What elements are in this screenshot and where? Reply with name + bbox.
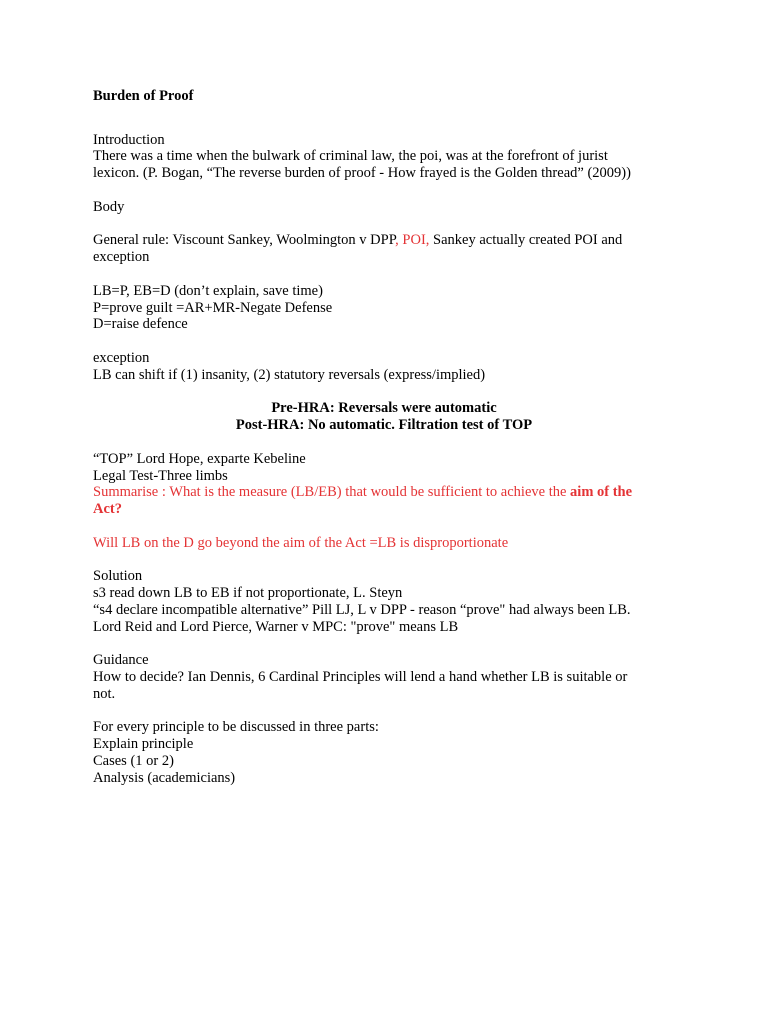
blank-line xyxy=(93,333,675,350)
text-line xyxy=(93,753,675,770)
text-run: Cases (1 or 2) xyxy=(93,753,174,770)
document-content xyxy=(93,88,675,787)
text-line xyxy=(93,602,675,619)
text-run: “s4 declare incompatible alternative” Pill LJ, L v DPP - reason “prove" had always been LB. xyxy=(93,601,631,618)
blank-line xyxy=(93,636,675,653)
text-line xyxy=(93,249,675,266)
text-run: lexicon. (P. Bogan, “The reverse burden of proof - How frayed is the Golden thread” (2009)) xyxy=(93,165,631,182)
document-title xyxy=(93,88,675,105)
text-line xyxy=(93,736,675,753)
blank-line xyxy=(93,182,675,199)
text-run: “TOP” Lord Hope, exparte Kebeline xyxy=(93,450,306,467)
text-line xyxy=(93,669,675,686)
text-run: Burden of Proof xyxy=(93,88,194,104)
text-run: Body xyxy=(93,198,125,215)
text-run: Guidance xyxy=(93,652,149,669)
text-run: Pre-HRA: Reversals were automatic xyxy=(271,400,497,417)
text-run: s3 read down LB to EB if not proportionate, L. Steyn xyxy=(93,585,403,602)
text-line xyxy=(93,417,675,434)
text-run: Sankey actually created POI and xyxy=(429,232,623,249)
text-line xyxy=(93,451,675,468)
text-line xyxy=(93,468,675,485)
blank-line xyxy=(93,266,675,283)
text-line xyxy=(93,686,675,703)
blank-line xyxy=(93,216,675,233)
text-run: exception xyxy=(93,349,150,366)
text-run: Act? xyxy=(93,501,122,518)
text-line xyxy=(93,770,675,787)
text-run: Post-HRA: No automatic. Filtration test of TOP xyxy=(235,417,533,434)
text-line xyxy=(93,165,675,182)
text-line xyxy=(93,719,675,736)
text-line xyxy=(93,568,675,585)
text-line xyxy=(93,148,675,165)
text-run: There was a time when the bulwark of criminal law, the poi, was at the forefront of jurist xyxy=(93,148,608,165)
text-line xyxy=(93,283,675,300)
text-run: not. xyxy=(93,685,116,702)
blank-line xyxy=(93,518,675,535)
text-run: P=prove guilt =AR+MR-Negate Defense xyxy=(93,299,333,316)
text-line xyxy=(93,367,675,384)
text-line xyxy=(93,484,675,501)
text-run: , POI, xyxy=(395,232,430,249)
blank-line xyxy=(93,384,675,401)
blank-line xyxy=(93,703,675,720)
text-run: aim of the xyxy=(570,484,633,501)
text-run: Analysis (academicians) xyxy=(93,769,236,786)
text-run: Legal Test-Three limbs xyxy=(93,467,228,484)
blank-line xyxy=(93,552,675,569)
text-line xyxy=(93,132,675,149)
blank-line xyxy=(93,434,675,451)
text-line xyxy=(93,619,675,636)
text-run: Introduction xyxy=(93,131,165,148)
text-line xyxy=(93,232,675,249)
text-line xyxy=(93,199,675,216)
text-run: Lord Reid and Lord Pierce, Warner v MPC: "prove" means LB xyxy=(93,618,459,635)
text-line xyxy=(93,535,675,552)
text-line xyxy=(93,400,675,417)
text-line xyxy=(93,300,675,317)
text-run: LB=P, EB=D (don’t explain, save time) xyxy=(93,282,323,299)
text-line xyxy=(93,501,675,518)
text-run: D=raise defence xyxy=(93,316,188,333)
text-line xyxy=(93,585,675,602)
text-line xyxy=(93,652,675,669)
text-run: General rule: Viscount Sankey, Woolmington v DPP xyxy=(93,232,396,249)
text-run: Will LB on the D go beyond the aim of the Act =LB is disproportionate xyxy=(93,534,509,551)
text-run: How to decide? Ian Dennis, 6 Cardinal Principles will lend a hand whether LB is suitable or xyxy=(93,669,628,686)
text-line xyxy=(93,350,675,367)
blank-line xyxy=(93,115,675,132)
text-run: LB can shift if (1) insanity, (2) statutory reversals (express/implied) xyxy=(93,366,486,383)
text-run: exception xyxy=(93,249,150,266)
text-line xyxy=(93,316,675,333)
text-run: For every principle to be discussed in three parts: xyxy=(93,719,379,736)
text-run: Explain principle xyxy=(93,736,194,753)
text-run: Solution xyxy=(93,568,143,585)
text-run: Summarise : What is the measure (LB/EB) that would be sufficient to achieve the xyxy=(93,484,571,501)
